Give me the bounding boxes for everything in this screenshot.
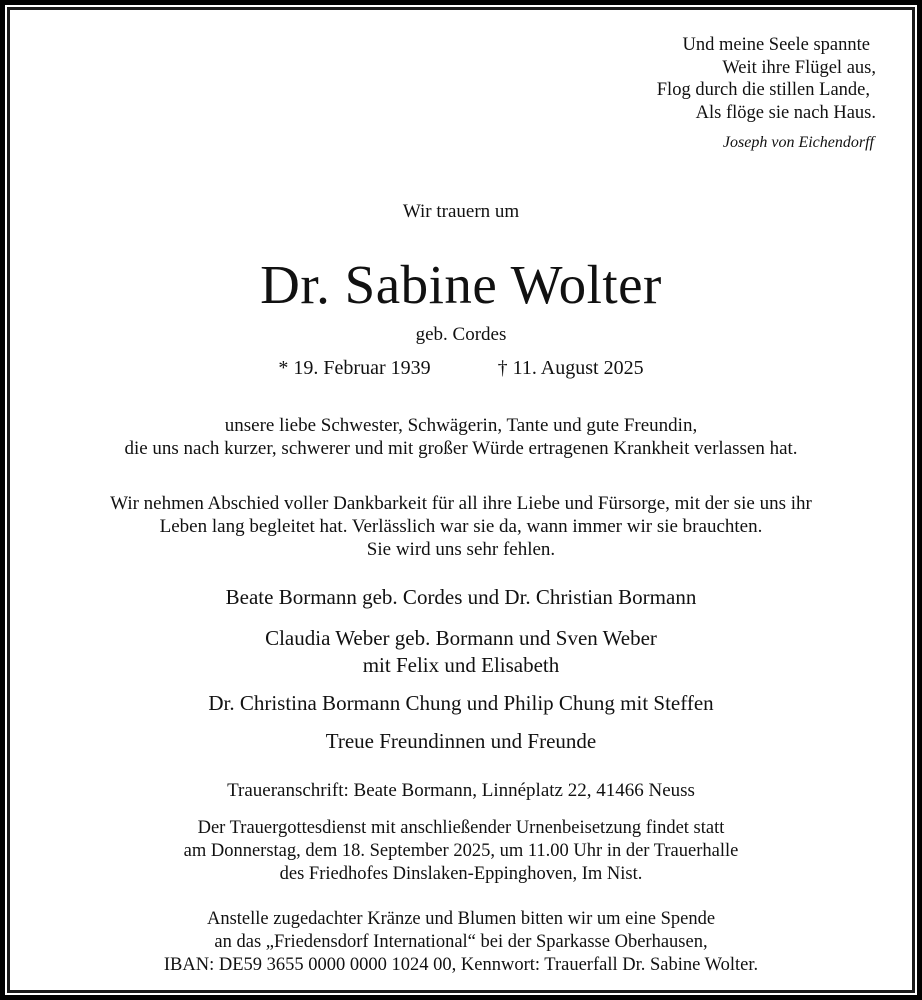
service-line: Der Trauergottesdienst mit anschließender Urnenbeisetzung findet statt [197, 818, 725, 838]
paragraph-line: Leben lang begleitet hat. Verlässlich war sie da, wann immer wir sie brauchten. [159, 516, 763, 537]
poem-author: Joseph von Eichendorff [722, 134, 874, 151]
paragraph-line: die uns nach kurzer, schwerer und mit großer Würde ertragenen Krankheit verlassen hat. [124, 438, 798, 459]
deceased-name: Dr. Sabine Wolter [260, 254, 662, 315]
mourning-address: Traueranschrift: Beate Bormann, Linnéplatz 22, 41466 Neuss [227, 780, 695, 801]
donation-info [10, 908, 912, 977]
donation-line: IBAN: DE59 3655 0000 0000 1024 00, Kennwort: Trauerfall Dr. Sabine Wolter. [163, 955, 759, 975]
paragraph-relationship [10, 414, 912, 460]
death-date: † 11. August 2025 [497, 357, 644, 379]
donation-line: Anstelle zugedachter Kränze und Blumen bitten wir um eine Spende [206, 909, 716, 929]
mourner-group [10, 729, 912, 754]
mourner-group [10, 691, 912, 716]
paragraph-farewell [10, 492, 912, 561]
mourner-line: Dr. Christina Bormann Chung und Philip Chung mit Steffen [208, 691, 714, 715]
funeral-service-info [10, 817, 912, 886]
mourner-line: Claudia Weber geb. Bormann und Sven Weber [265, 626, 657, 650]
life-dates [10, 357, 912, 380]
poem-line: Und meine Seele spannte [682, 35, 870, 55]
birth-date: * 19. Februar 1939 [278, 357, 431, 379]
service-line: am Donnerstag, dem 18. September 2025, um 11.00 Uhr in der Trauerhalle [183, 841, 739, 861]
maiden-name: geb. Cordes [415, 324, 507, 345]
poem-line: Weit ihre Flügel aus, [722, 57, 876, 78]
mourner-line: Treue Freundinnen und Freunde [325, 729, 597, 753]
paragraph-line: Wir nehmen Abschied voller Dankbarkeit für all ihre Liebe und Fürsorge, mit der sie uns ihr [110, 493, 812, 514]
mourner-group [10, 585, 912, 610]
paragraph-line: unsere liebe Schwester, Schwägerin, Tante und gute Freundin, [224, 415, 698, 436]
poem-line: Als flöge sie nach Haus. [695, 102, 876, 123]
poem-line: Flog durch die stillen Lande, [656, 80, 870, 100]
mourner-line: Beate Bormann geb. Cordes und Dr. Christian Bormann [225, 585, 697, 609]
intro-text: Wir trauern um [402, 201, 520, 222]
poem-quote [657, 34, 876, 153]
obituary-notice [10, 10, 912, 990]
paragraph-line: Sie wird uns sehr fehlen. [366, 539, 556, 560]
donation-line: an das „Friedensdorf International“ bei der Sparkasse Oberhausen, [214, 932, 708, 952]
service-line: des Friedhofes Dinslaken-Eppinghoven, Im Nist. [279, 864, 643, 884]
mourner-group [10, 625, 912, 679]
mourner-line: mit Felix und Elisabeth [362, 653, 560, 677]
